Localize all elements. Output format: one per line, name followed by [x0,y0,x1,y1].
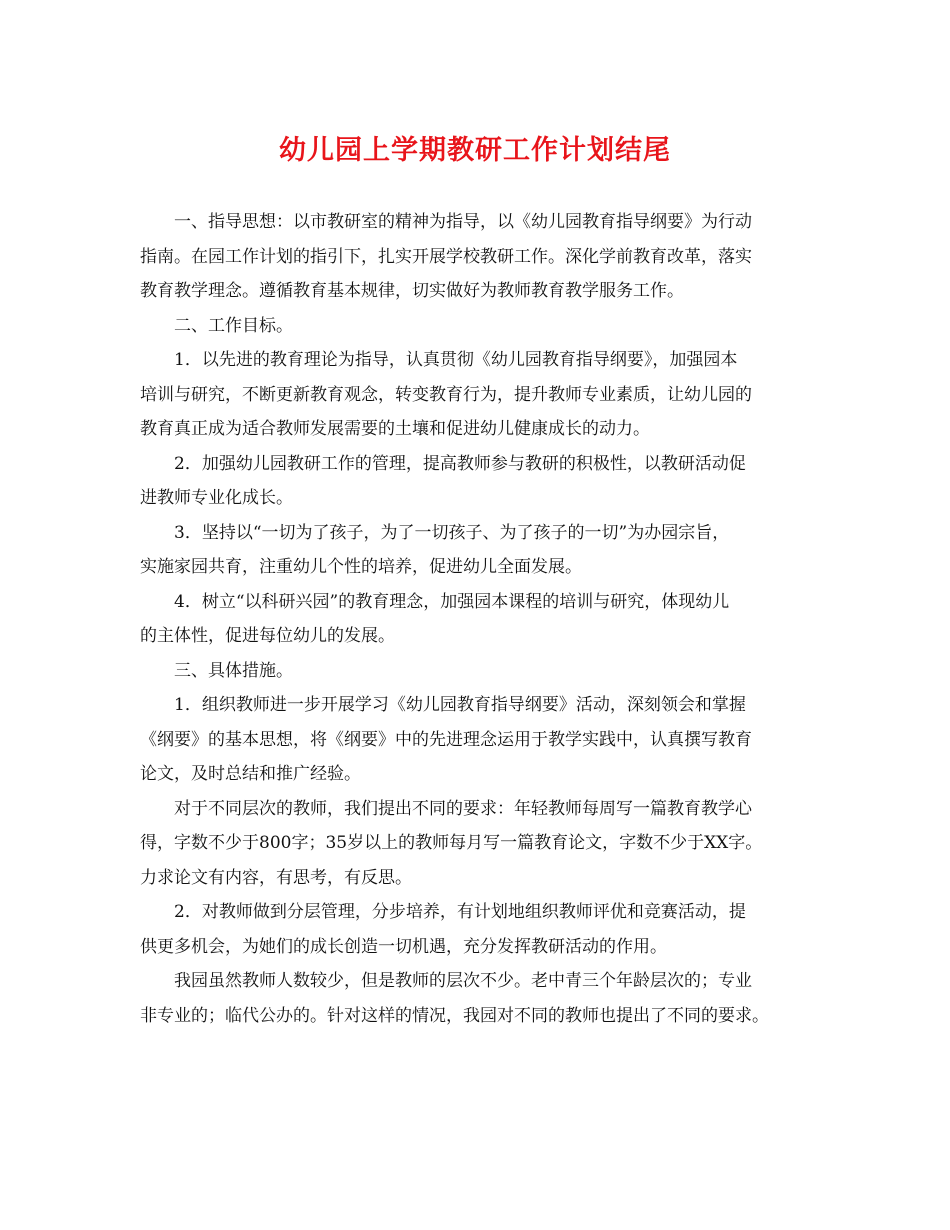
paragraph-line: 二、工作目标。 [174,315,293,336]
paragraph-line: 三、具体措施。 [174,660,293,681]
paragraph-line: 3．坚持以“一切为了孩子，为了一切孩子、为了孩子的一切”为办园宗旨， [174,522,730,543]
paragraph-line: 我园虽然教师人数较少，但是教师的层次不少。老中青三个年龄层次的；专业 [174,971,752,991]
paragraph [140,964,820,1033]
paragraph-line: 2．对教师做到分层管理，分步培养，有计划地组织教师评优和竞赛活动，提 [174,902,746,922]
paragraph-line: 论文，及时总结和推广经验。 [140,764,361,784]
paragraph [140,895,820,964]
paragraph-line: 指南。在园工作计划的指引下，扎实开展学校教研工作。深化学前教育改革，落实 [140,246,752,267]
paragraph [140,585,820,654]
paragraph-line: 1．组织教师进一步开展学习《幼儿园教育指导纲要》活动，深刻领会和掌握 [174,695,746,715]
paragraph-line: 的主体性，促进每位幼儿的发展。 [140,626,395,646]
document-body [140,205,820,1033]
paragraph-line: 对于不同层次的教师，我们提出不同的要求：年轻教师每周写一篇教育教学心 [174,798,752,819]
paragraph [140,343,820,447]
paragraph-line: 供更多机会，为她们的成长创造一切机遇，充分发挥教研活动的作用。 [140,936,667,957]
paragraph [140,447,820,516]
paragraph [140,516,820,585]
paragraph [140,205,820,309]
paragraph [140,654,820,689]
paragraph-line: 4．树立“以科研兴园”的教育理念，加强园本课程的培训与研究，体现幼儿 [174,591,730,612]
paragraph-line: 实施家园共育，注重幼儿个性的培养，促进幼儿全面发展。 [140,557,582,577]
paragraph-line: 得，字数不少于800字；35岁以上的教师每月写一篇教育论文，字数不少于XX字。 [140,833,763,853]
paragraph [140,792,820,896]
paragraph-line: 进教师专业化成长。 [140,488,293,508]
paragraph [140,309,820,344]
document-title: 幼儿园上学期教研工作计划结尾 [279,135,671,166]
paragraph-line: 一、指导思想：以市教研室的精神为指导，以《幼儿园教育指导纲要》为行动 [174,212,752,232]
paragraph-line: 《纲要》的基本思想，将《纲要》中的先进理念运用于教学实践中，认真撰写教育 [140,729,752,750]
paragraph [140,688,820,792]
paragraph-line: 教育真正成为适合教师发展需要的土壤和促进幼儿健康成长的动力。 [140,419,650,439]
paragraph-line: 培训与研究，不断更新教育观念，转变教育行为，提升教师专业素质，让幼儿园的 [140,384,752,405]
paragraph-line: 2．加强幼儿园教研工作的管理，提高教师参与教研的积极性，以教研活动促 [174,453,746,474]
paragraph-line: 力求论文有内容，有思考，有反思。 [140,867,412,888]
paragraph-line: 非专业的；临代公办的。针对这样的情况，我园对不同的教师也提出了不同的要求。 [140,1005,769,1026]
paragraph-line: 教育教学理念。遵循教育基本规律，切实做好为教师教育教学服务工作。 [140,281,684,301]
paragraph-line: 1．以先进的教育理论为指导，认真贯彻《幼儿园教育指导纲要》，加强园本 [174,350,738,370]
